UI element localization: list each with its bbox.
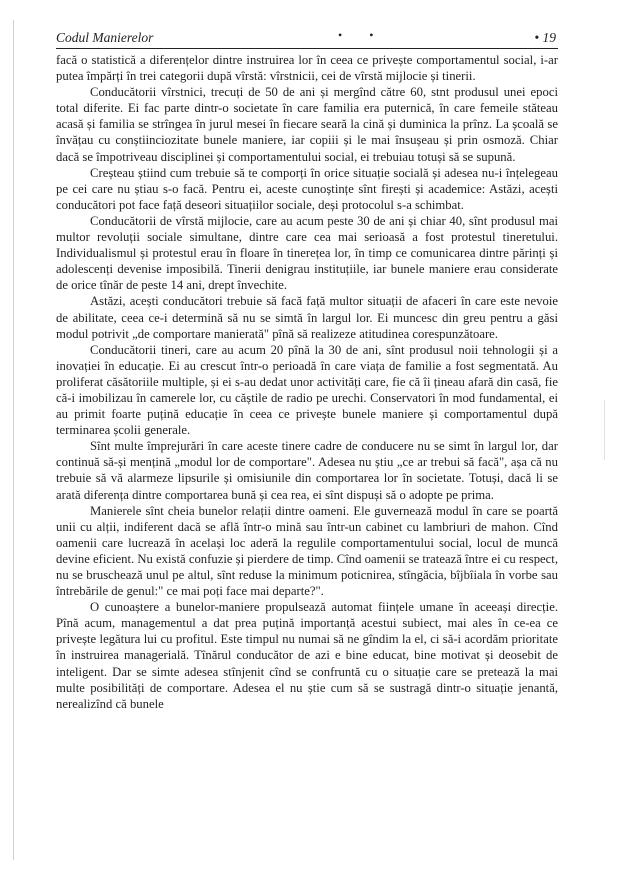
paragraph: Creșteau știind cum trebuie să te comporți în orice situație socială și adesea nu-i înțelegeau pe cei care nu știau s-o facă. Pentru ei, aceste cunoștințe sînt firești și academice: Astăzi, acești conducători pot face față deseori situațiilor sociale, deși protocolul s-a schimbat. xyxy=(56,165,558,212)
scan-margin-mark xyxy=(604,400,605,460)
paragraph: Sînt multe împrejurări în care aceste tinere cadre de conducere nu se simt în largul lor, dar continuă să-și mențină „modul lor de comportare". Adesea nu știu „ce ar trebui să facă", așa că nu trebuie să vă alarmeze lipsurile și omisiunile din comportarea lor în societate. Totuși, dacă li se arată diferența dintre comportarea bună și cea rea, ei sînt dispuși să o adopte pe prima. xyxy=(56,439,558,502)
book-page xyxy=(56,28,558,712)
header-dots: • • xyxy=(338,28,386,42)
page-number: • 19 xyxy=(534,30,556,45)
scan-margin-line xyxy=(13,20,14,860)
paragraph: Astăzi, acești conducători trebuie să facă față multor situații de afaceri în care este nevoie de abilitate, ceea ce-i determină să nu se simtă în largul lor. Ei muncesc din greu pentru a găsi modul potrivit „de comportare manierată" pînă să realizeze atitudinea corespunzătoare. xyxy=(56,294,558,341)
paragraph: O cunoaștere a bunelor-maniere propulsează automat ființele umane în aceeași direcție. Pînă acum, managementul a dat prea puțină importanță acestui subiect, mai ales în ce-ea ce privește legătura lui cu profitul. Este timpul nu numai să ne gîndim la el, ci să-i acordăm prioritate în instruirea managerială. Tînărul conducător de azi e bine educat, bine motivat și deosebit de inteligent. Dar se simte adesea stînjenit cînd se confruntă cu o situație care se pretează la mai multe posibilități de comportare. Adesea el nu știe cum să se sustragă dintr-o situație jenantă, nerealizînd că bunele xyxy=(56,600,558,711)
paragraph: Conducătorii tineri, care au acum 20 pînă la 30 de ani, sînt produsul noii tehnologii și a inovației în educație. Ei au crescut într-o perioadă în care viața de familie a fost segmentată. Au proliferat căsătoriile multiple, și ei s-au dedat unor activități care, fie că îi țineau afară din casă, fie că-i imobilizau în camerele lor, cu căștile de radio pe urechi. Conservatori în mod fundamental, ei au primit foarte puțină educație în ceea ce privește bunele maniere și comportamentul după terminarea școlii generale. xyxy=(56,342,558,438)
page-body xyxy=(56,52,558,712)
paragraph: facă o statistică a diferențelor dintre instruirea lor în ceea ce privește comportamentul social, i-ar putea împărți în trei categorii după vîrstă: vîrstnicii, cei de vîrstă mijlocie și tinerii. xyxy=(56,53,558,84)
paragraph: Conducătorii vîrstnici, trecuți de 50 de ani și mergînd către 60, stnt produsul unei epoci total diferite. Ei fac parte dintr-o societate în care familia era puternică, în care femeile stăteau acasă și familia se strîngea în jurul mesei în fiecare seară la cină și duminica la prînz. La școală se învățau cu conștiinciozitate bunele maniere, iar copiii și le mai însușeau și prin osmoză. Chiar dacă se împotriveau disciplinei și comportamentului social, ei trebuiau totuși să se supună. xyxy=(56,85,558,164)
running-header xyxy=(56,28,558,49)
paragraph: Manierele sînt cheia bunelor relații dintre oameni. Ele guvernează modul în care se poartă unii cu alții, indiferent dacă se află într-o mină sau într-un cabinet cu lambriuri de mahon. Cînd oamenii care lucrează în același loc aderă la regulile comportamentului social, locul de muncă devine eficient. Nu există confuzie și pierdere de timp. Cînd oamenii se tratează între ei cu respect, nu se bruschează unul pe altul, sînt reduse la minimum poticnirea, stîngăcia, bîjbîiala în vorbe sau întrebările de genul:" ce mai poți face mai departe?". xyxy=(56,503,559,599)
header-title: Codul Manierelor xyxy=(56,30,154,45)
paragraph: Conducătorii de vîrstă mijlocie, care au acum peste 30 de ani și chiar 40, sînt produsul mai multor revoluții sociale simultane, dintre care cea mai serioasă a fost protestul tineretului. Individualismul și protestul erau în floare în tinerețea lor, în timp ce comunicarea dintre părinți și adolescenți devenise imposibilă. Tinerii denigrau instituțiile, iar bunele maniere erau considerate de orice tînăr de peste 14 ani, drept învechite. xyxy=(56,213,558,293)
